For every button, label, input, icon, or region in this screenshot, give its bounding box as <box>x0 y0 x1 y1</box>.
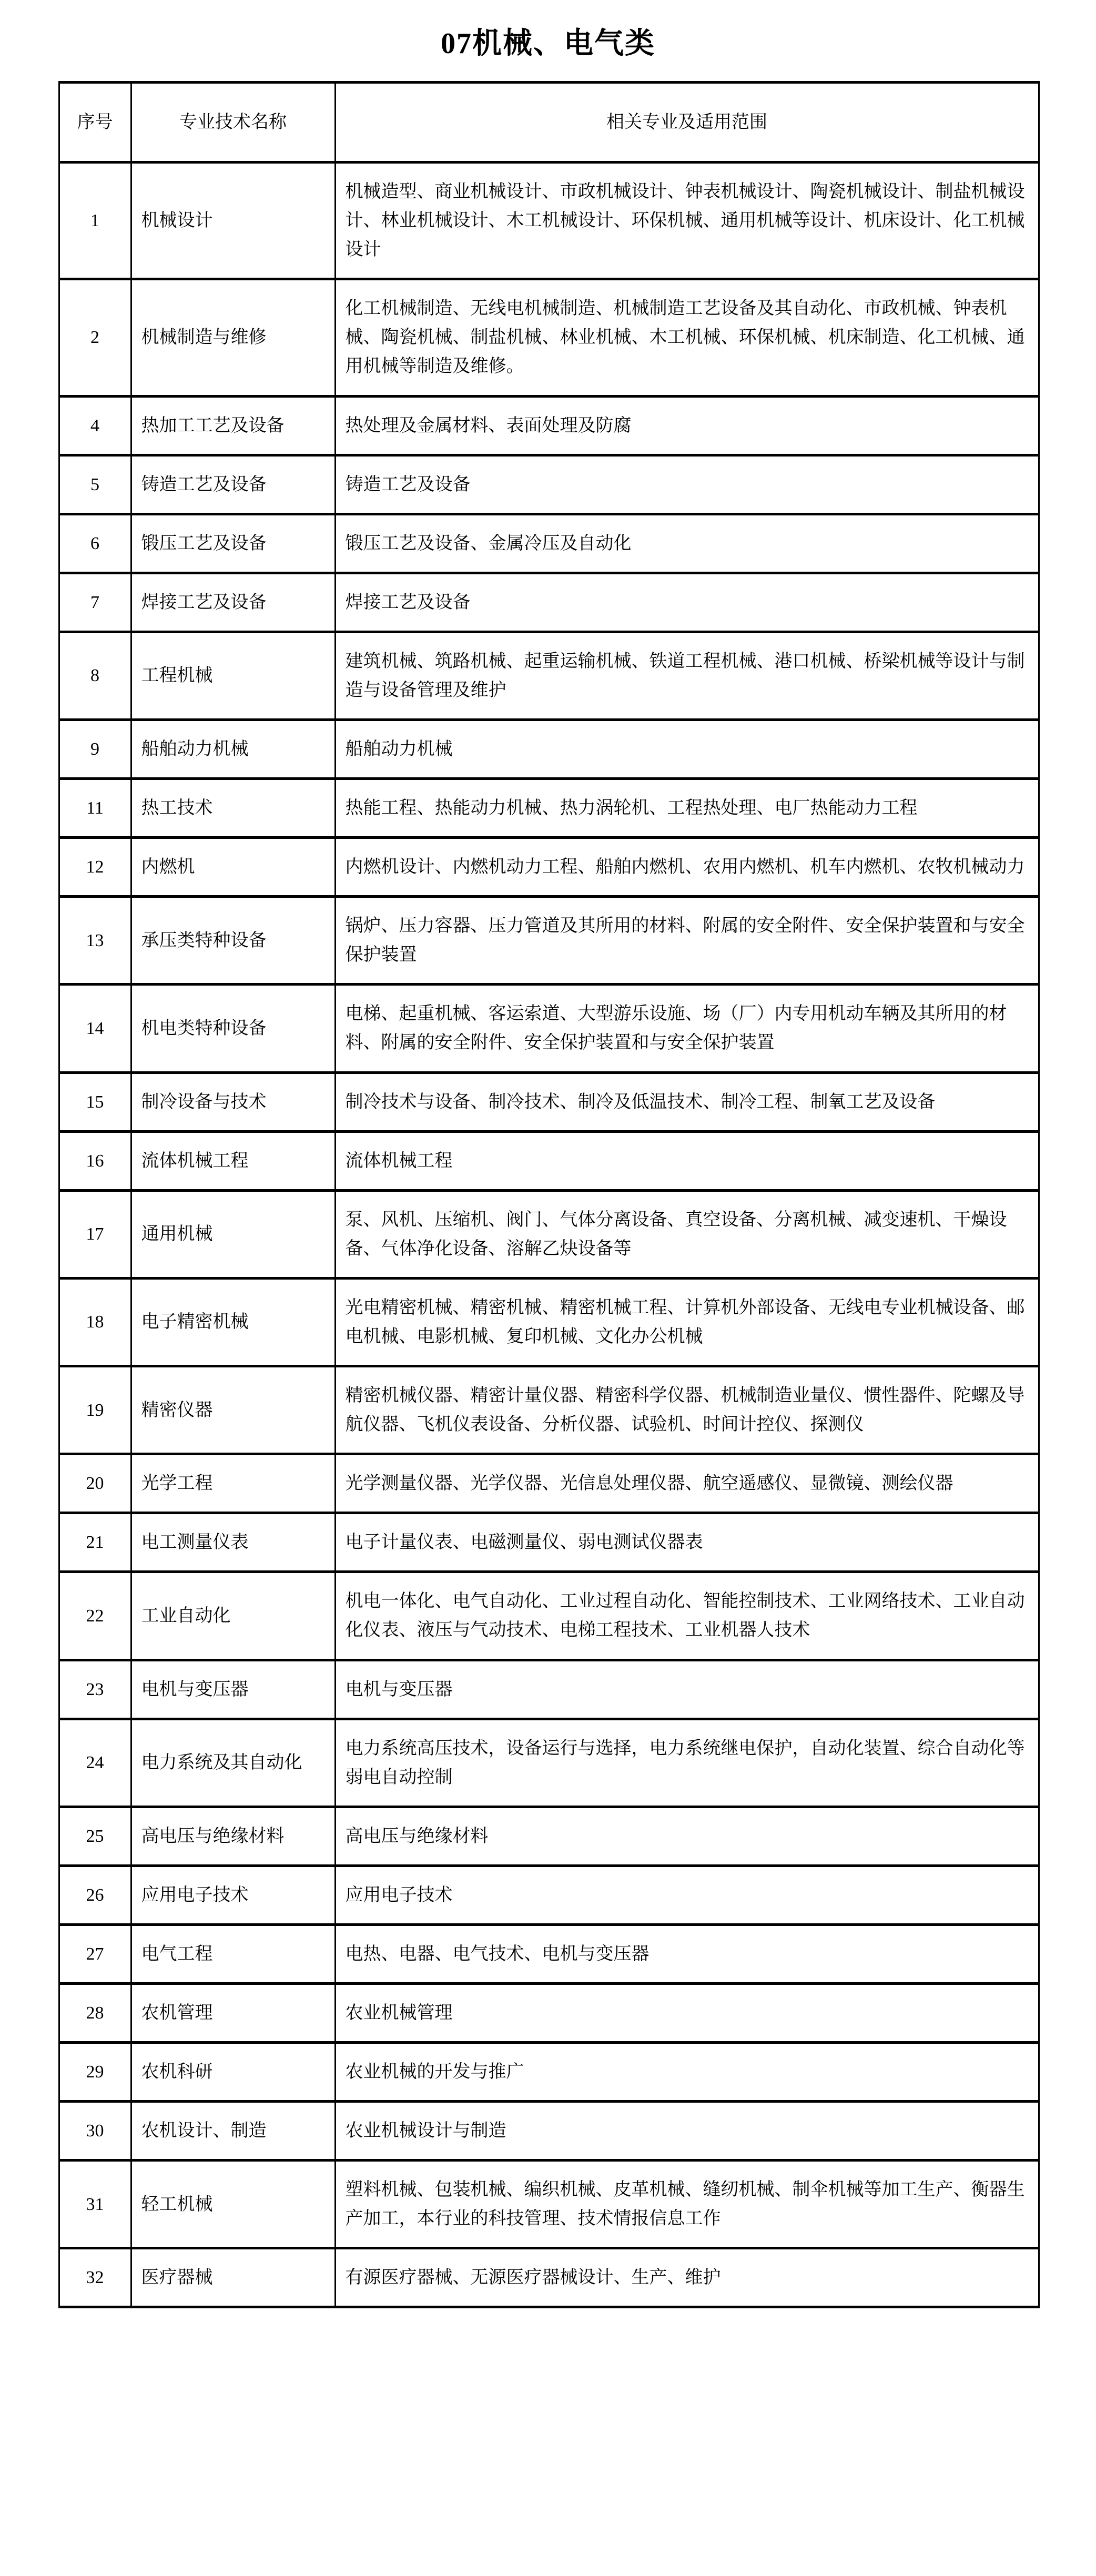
cell-serial-number: 32 <box>59 2248 131 2307</box>
cell-specialty-name: 医疗器械 <box>131 2248 335 2307</box>
column-header-scope: 相关专业及适用范围 <box>335 83 1039 163</box>
column-header-no: 序号 <box>59 83 131 163</box>
cell-related-scope: 锻压工艺及设备、金属冷压及自动化 <box>335 514 1039 573</box>
cell-specialty-name: 轻工机械 <box>131 2161 335 2248</box>
cell-serial-number: 29 <box>59 2043 131 2102</box>
table-row <box>59 2102 1039 2161</box>
cell-serial-number: 2 <box>59 279 131 396</box>
cell-related-scope: 电梯、起重机械、客运索道、大型游乐设施、场（厂）内专用机动车辆及其所用的材料、附属的安全附件、安全保护装置和与安全保护装置 <box>335 985 1039 1072</box>
cell-specialty-name: 电工测量仪表 <box>131 1513 335 1572</box>
cell-serial-number: 14 <box>59 985 131 1072</box>
table-row <box>59 720 1039 779</box>
cell-specialty-name: 船舶动力机械 <box>131 720 335 779</box>
cell-specialty-name: 高电压与绝缘材料 <box>131 1807 335 1865</box>
table-row <box>59 1983 1039 2042</box>
cell-related-scope: 电子计量仪表、电磁测量仪、弱电测试仪器表 <box>335 1513 1039 1572</box>
cell-specialty-name: 农机科研 <box>131 2043 335 2102</box>
cell-serial-number: 21 <box>59 1513 131 1572</box>
table-row <box>59 1924 1039 1983</box>
cell-related-scope: 电力系统高压技术，设备运行与选择，电力系统继电保护，自动化装置、综合自动化等弱电自动控制 <box>335 1719 1039 1807</box>
cell-related-scope: 光电精密机械、精密机械、精密机械工程、计算机外部设备、无线电专业机械设备、邮电机械、电影机械、复印机械、文化办公机械 <box>335 1278 1039 1366</box>
cell-serial-number: 23 <box>59 1660 131 1719</box>
cell-related-scope: 农业机械管理 <box>335 1983 1039 2042</box>
specialty-scope-table <box>58 81 1040 2308</box>
cell-related-scope: 流体机械工程 <box>335 1131 1039 1190</box>
cell-specialty-name: 电机与变压器 <box>131 1660 335 1719</box>
cell-related-scope: 机电一体化、电气自动化、工业过程自动化、智能控制技术、工业网络技术、工业自动化仪表、液压与气动技术、电梯工程技术、工业机器人技术 <box>335 1572 1039 1660</box>
cell-specialty-name: 农机设计、制造 <box>131 2102 335 2161</box>
cell-serial-number: 22 <box>59 1572 131 1660</box>
cell-serial-number: 28 <box>59 1983 131 2042</box>
cell-related-scope: 光学测量仪器、光学仪器、光信息处理仪器、航空遥感仪、显微镜、测绘仪器 <box>335 1454 1039 1513</box>
cell-related-scope: 热能工程、热能动力机械、热力涡轮机、工程热处理、电厂热能动力工程 <box>335 779 1039 838</box>
cell-specialty-name: 铸造工艺及设备 <box>131 455 335 514</box>
table-row <box>59 2248 1039 2307</box>
cell-related-scope: 船舶动力机械 <box>335 720 1039 779</box>
cell-related-scope: 锅炉、压力容器、压力管道及其所用的材料、附属的安全附件、安全保护装置和与安全保护装置 <box>335 897 1039 985</box>
cell-related-scope: 化工机械制造、无线电机械制造、机械制造工艺设备及其自动化、市政机械、钟表机械、陶瓷机械、制盐机械、林业机械、木工机械、环保机械、机床制造、化工机械、通用机械等制造及维修。 <box>335 279 1039 396</box>
table-body <box>59 163 1039 2307</box>
table-row <box>59 1190 1039 1278</box>
cell-specialty-name: 热工技术 <box>131 779 335 838</box>
cell-related-scope: 焊接工艺及设备 <box>335 573 1039 632</box>
cell-specialty-name: 电力系统及其自动化 <box>131 1719 335 1807</box>
cell-serial-number: 17 <box>59 1190 131 1278</box>
cell-serial-number: 16 <box>59 1131 131 1190</box>
table-row <box>59 1660 1039 1719</box>
table-row <box>59 573 1039 632</box>
cell-serial-number: 4 <box>59 396 131 455</box>
cell-serial-number: 9 <box>59 720 131 779</box>
cell-related-scope: 制冷技术与设备、制冷技术、制冷及低温技术、制冷工程、制氧工艺及设备 <box>335 1072 1039 1131</box>
cell-specialty-name: 光学工程 <box>131 1454 335 1513</box>
table-row <box>59 2043 1039 2102</box>
table-row <box>59 2161 1039 2248</box>
table-container <box>58 81 1038 2308</box>
cell-serial-number: 7 <box>59 573 131 632</box>
page-title: 07机械、电气类 <box>441 27 655 60</box>
cell-serial-number: 20 <box>59 1454 131 1513</box>
table-row <box>59 1513 1039 1572</box>
cell-serial-number: 27 <box>59 1924 131 1983</box>
cell-serial-number: 5 <box>59 455 131 514</box>
cell-specialty-name: 流体机械工程 <box>131 1131 335 1190</box>
table-row <box>59 1807 1039 1865</box>
table-row <box>59 1278 1039 1366</box>
table-header-row <box>59 83 1039 163</box>
table-row <box>59 455 1039 514</box>
cell-serial-number: 19 <box>59 1366 131 1454</box>
cell-specialty-name: 农机管理 <box>131 1983 335 2042</box>
cell-specialty-name: 制冷设备与技术 <box>131 1072 335 1131</box>
table-row <box>59 1072 1039 1131</box>
cell-specialty-name: 焊接工艺及设备 <box>131 573 335 632</box>
table-row <box>59 1366 1039 1454</box>
table-row <box>59 396 1039 455</box>
cell-specialty-name: 机械制造与维修 <box>131 279 335 396</box>
table-row <box>59 1719 1039 1807</box>
cell-serial-number: 31 <box>59 2161 131 2248</box>
cell-related-scope: 电热、电器、电气技术、电机与变压器 <box>335 1924 1039 1983</box>
table-row <box>59 632 1039 719</box>
table-row <box>59 1131 1039 1190</box>
cell-specialty-name: 电气工程 <box>131 1924 335 1983</box>
table-row <box>59 1572 1039 1660</box>
cell-related-scope: 热处理及金属材料、表面处理及防腐 <box>335 396 1039 455</box>
cell-related-scope: 农业机械设计与制造 <box>335 2102 1039 2161</box>
table-row <box>59 779 1039 838</box>
cell-specialty-name: 承压类特种设备 <box>131 897 335 985</box>
cell-related-scope: 应用电子技术 <box>335 1865 1039 1924</box>
table-row <box>59 514 1039 573</box>
cell-serial-number: 26 <box>59 1865 131 1924</box>
cell-serial-number: 6 <box>59 514 131 573</box>
cell-serial-number: 11 <box>59 779 131 838</box>
cell-related-scope: 铸造工艺及设备 <box>335 455 1039 514</box>
cell-specialty-name: 热加工工艺及设备 <box>131 396 335 455</box>
cell-related-scope: 内燃机设计、内燃机动力工程、船舶内燃机、农用内燃机、机车内燃机、农牧机械动力 <box>335 838 1039 897</box>
table-row <box>59 838 1039 897</box>
cell-serial-number: 13 <box>59 897 131 985</box>
cell-related-scope: 农业机械的开发与推广 <box>335 2043 1039 2102</box>
cell-specialty-name: 应用电子技术 <box>131 1865 335 1924</box>
table-row <box>59 1865 1039 1924</box>
cell-related-scope: 精密机械仪器、精密计量仪器、精密科学仪器、机械制造业量仪、惯性器件、陀螺及导航仪器、飞机仪表设备、分析仪器、试验机、时间计控仪、探测仪 <box>335 1366 1039 1454</box>
cell-related-scope: 高电压与绝缘材料 <box>335 1807 1039 1865</box>
cell-serial-number: 30 <box>59 2102 131 2161</box>
column-header-name: 专业技术名称 <box>131 83 335 163</box>
cell-specialty-name: 工业自动化 <box>131 1572 335 1660</box>
cell-specialty-name: 精密仪器 <box>131 1366 335 1454</box>
cell-specialty-name: 机电类特种设备 <box>131 985 335 1072</box>
cell-serial-number: 18 <box>59 1278 131 1366</box>
cell-related-scope: 有源医疗器械、无源医疗器械设计、生产、维护 <box>335 2248 1039 2307</box>
cell-specialty-name: 内燃机 <box>131 838 335 897</box>
table-header <box>59 83 1039 163</box>
cell-specialty-name: 锻压工艺及设备 <box>131 514 335 573</box>
table-row <box>59 897 1039 985</box>
cell-serial-number: 15 <box>59 1072 131 1131</box>
table-row <box>59 279 1039 396</box>
table-row <box>59 163 1039 279</box>
table-row <box>59 985 1039 1072</box>
cell-serial-number: 8 <box>59 632 131 719</box>
cell-specialty-name: 通用机械 <box>131 1190 335 1278</box>
cell-serial-number: 25 <box>59 1807 131 1865</box>
cell-serial-number: 1 <box>59 163 131 279</box>
cell-specialty-name: 机械设计 <box>131 163 335 279</box>
table-row <box>59 1454 1039 1513</box>
cell-serial-number: 24 <box>59 1719 131 1807</box>
cell-related-scope: 泵、风机、压缩机、阀门、气体分离设备、真空设备、分离机械、减变速机、干燥设备、气体净化设备、溶解乙炔设备等 <box>335 1190 1039 1278</box>
cell-serial-number: 12 <box>59 838 131 897</box>
cell-related-scope: 塑料机械、包装机械、编织机械、皮革机械、缝纫机械、制伞机械等加工生产、衡器生产加工，本行业的科技管理、技术情报信息工作 <box>335 2161 1039 2248</box>
cell-related-scope: 电机与变压器 <box>335 1660 1039 1719</box>
cell-related-scope: 建筑机械、筑路机械、起重运输机械、铁道工程机械、港口机械、桥梁机械等设计与制造与设备管理及维护 <box>335 632 1039 719</box>
cell-related-scope: 机械造型、商业机械设计、市政机械设计、钟表机械设计、陶瓷机械设计、制盐机械设计、林业机械设计、木工机械设计、环保机械、通用机械等设计、机床设计、化工机械设计 <box>335 163 1039 279</box>
cell-specialty-name: 工程机械 <box>131 632 335 719</box>
cell-specialty-name: 电子精密机械 <box>131 1278 335 1366</box>
